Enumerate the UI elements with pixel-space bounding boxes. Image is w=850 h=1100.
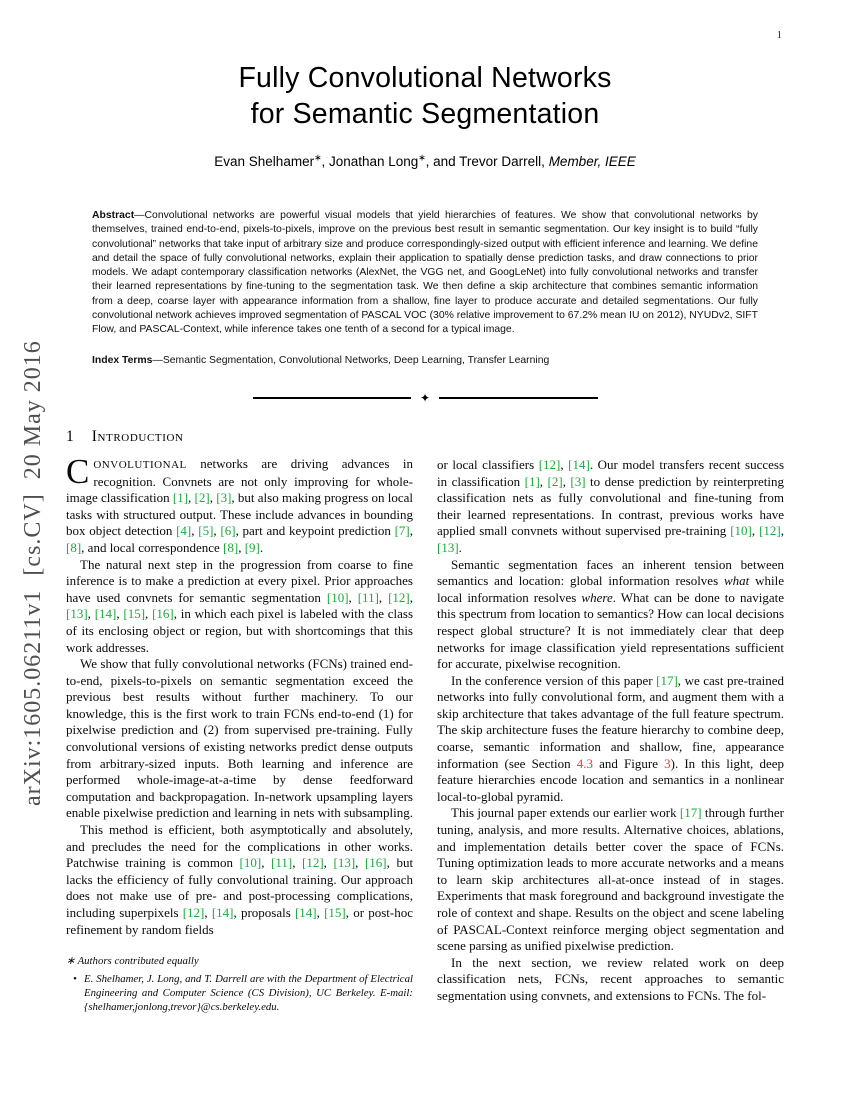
paper-title-line-2: for Semantic Segmentation bbox=[250, 98, 600, 130]
citation-link[interactable]: [1] bbox=[172, 490, 189, 506]
footnote-affiliation-text bbox=[84, 972, 413, 1014]
text-segment: , and local correspondence bbox=[81, 539, 224, 555]
text-segment: , we cast pre-trained networks into fully convolutional form, and augment them with a skip architecture that takes advantage of the full feature spectrum. The skip architecture fuses the feature hierarchy to combine deep, coarse, semantic information and shallow, fine, appearance information (see Section bbox=[437, 672, 784, 771]
citation-link[interactable]: [10] bbox=[730, 523, 752, 539]
text-segment: , bbox=[539, 473, 548, 489]
citation-link[interactable]: [17] bbox=[679, 805, 702, 821]
text-segment: . bbox=[259, 539, 264, 555]
paragraph bbox=[66, 822, 413, 938]
paragraph bbox=[437, 805, 784, 954]
citation-link[interactable]: [15] bbox=[123, 606, 146, 622]
paragraph bbox=[66, 557, 413, 657]
text-segment: , and Trevor Darrell, bbox=[425, 154, 549, 169]
text-segment: , or post-hoc refinement by random fields bbox=[66, 905, 413, 937]
text-segment: , bbox=[378, 589, 389, 605]
paragraph bbox=[66, 451, 414, 557]
section-title: Introduction bbox=[91, 427, 184, 445]
citation-link[interactable]: [10] bbox=[239, 855, 262, 871]
citation-link[interactable]: [9] bbox=[244, 539, 260, 555]
citation-link[interactable]: [11] bbox=[271, 855, 293, 871]
cross-ref-link[interactable]: 3 bbox=[664, 755, 671, 771]
text-segment: , bbox=[316, 905, 325, 920]
index-terms bbox=[92, 354, 758, 368]
text-segment: —Convolutional networks are powerful visual models that yield hierarchies of features. We show that convolutional networks by themselves, trained end-to-end, pixels-to-pixels, improve on the previous best result in semantic segmentation. Our key insight is to build “fully convolutional” networks that take input of arbitrary size and produce correspondingly-sized output with efficient inference and learning. We define and detail the space of fully convolutional networks, explain their application to spatially dense prediction tasks, and draw connections to prior models. We adapt contemporary classification networks (AlexNet, the VGG net, and GoogLeNet) into fully convolutional networks and transfer their learned representations by fine-tuning to the segmentation task. We then define a skip architecture that combines semantic information from a deep, coarse layer with appearance information from a shallow, fine layer to produce accurate and detailed segmentations. Our fully convolutional network achieves improved segmentation of PASCAL VOC (30% relative improvement to 67.2% mean IU on 2012), NYUDv2, SIFT Flow, and PASCAL-Context, while inference takes one tenth of a second for a typical image. bbox=[92, 210, 758, 336]
citation-link[interactable]: [3] bbox=[570, 473, 586, 489]
text-segment: , part and keypoint prediction bbox=[235, 523, 395, 539]
footnote-affiliation bbox=[66, 972, 413, 1014]
text-segment: , in which each pixel is labeled with the class of its enclosing object or region, but with shortcomings that this work addresses. bbox=[66, 606, 414, 655]
citation-link[interactable]: [6] bbox=[220, 523, 236, 539]
divider-line-left bbox=[253, 397, 411, 399]
citation-link[interactable]: [17] bbox=[656, 672, 678, 688]
text-segment: We show that fully convolutional networks (FCNs) trained end-to-end, pixels-to-pixels on semantic segmentation exceed the previous best results without further machinery. To our knowledge, this is the first work to train FCNs end-to-end (1) for pixelwise prediction and (2) from supervised pre-training. Fully convolutional versions of existing networks predict dense outputs from arbitrary-sized inputs. Both learning and inference are performed whole-image-at-a-time by dense feedforward computation and backpropagation. In-network upsampling layers enable pixelwise prediction and learning in nets with subsampling. bbox=[66, 656, 413, 821]
paper-title-line-1: Fully Convolutional Networks bbox=[238, 62, 612, 94]
footnote-bullet-icon: • bbox=[73, 973, 77, 986]
text-segment: —Semantic Segmentation, Convolutional Networks, Deep Learning, Transfer Learning bbox=[152, 354, 550, 366]
paragraph bbox=[437, 557, 784, 673]
text-segment: , bbox=[116, 606, 124, 622]
text-segment: This method is efficient, both asymptotically and absolutely, and precludes the need for the complications in other works. Patchwise training is common bbox=[66, 822, 413, 871]
text-segment: ONVOLUTIONAL bbox=[93, 458, 187, 471]
text-segment: , bbox=[238, 539, 245, 555]
right-column bbox=[437, 426, 784, 1014]
citation-link[interactable]: [5] bbox=[198, 523, 214, 539]
footnote-equal-contribution bbox=[66, 954, 413, 968]
citation-link[interactable]: [8] bbox=[66, 539, 82, 555]
abstract bbox=[92, 209, 758, 338]
text-segment: ∗ bbox=[314, 152, 322, 163]
text-segment: Evan Shelhamer bbox=[214, 154, 315, 169]
text-segment: , bbox=[780, 523, 785, 539]
paper-title bbox=[0, 60, 850, 132]
text-segment: , bbox=[409, 523, 414, 539]
citation-link[interactable]: [14] bbox=[94, 606, 117, 622]
citation-link[interactable]: [2] bbox=[194, 490, 210, 506]
text-segment: , proposals bbox=[233, 905, 295, 920]
text-segment: This journal paper extends our earlier work bbox=[451, 805, 680, 821]
text-segment: , bbox=[562, 473, 571, 489]
text-segment: , bbox=[560, 456, 569, 472]
paragraph-text bbox=[66, 451, 414, 555]
text-segment: Abstract bbox=[92, 210, 135, 221]
citation-link[interactable]: [12] bbox=[302, 855, 324, 871]
section-divider bbox=[253, 392, 598, 404]
citation-link[interactable]: [4] bbox=[176, 523, 192, 539]
citation-link[interactable]: [13] bbox=[333, 855, 356, 871]
section-number: 1 bbox=[66, 427, 74, 445]
text-segment: , Jonathan Long bbox=[321, 154, 419, 169]
text-segment: , bbox=[191, 523, 199, 539]
drop-cap: C bbox=[66, 451, 90, 491]
text-segment: , but also making progress on local tasks with structured output. These include advances in bounding box object detection bbox=[66, 490, 414, 539]
text-segment: to dense prediction by reinterpreting classification nets as fully convolutional and fine-tuning from their learned representations. In contrast, previous works have applied small convnets without supervised pre-training bbox=[437, 473, 785, 539]
text-segment: Semantic segmentation faces an inherent tension between semantics and location: global information resolves bbox=[437, 556, 784, 589]
text-segment: what bbox=[723, 573, 750, 589]
citation-link[interactable]: [7] bbox=[394, 523, 410, 539]
text-segment: Member, IEEE bbox=[548, 154, 636, 169]
text-segment: . Our model transfers recent success in classification bbox=[437, 456, 784, 489]
paragraph bbox=[437, 955, 784, 1005]
text-segment: , bbox=[87, 606, 95, 622]
text-segment: , bbox=[409, 589, 414, 605]
text-segment: while local information resolves bbox=[437, 573, 784, 605]
text-segment: ). In this light, deep feature hierarchies encode location and semantics in a nonlinear local-to-global pyramid. bbox=[437, 755, 784, 804]
text-segment: Index Terms bbox=[92, 354, 153, 366]
text-segment: , bbox=[355, 855, 365, 871]
text-segment: and Figure bbox=[592, 755, 665, 771]
text-segment: where bbox=[581, 589, 613, 605]
text-segment: , bbox=[204, 905, 212, 920]
citation-link[interactable]: [16] bbox=[152, 606, 174, 622]
divider-line-right bbox=[439, 397, 597, 399]
citation-link[interactable]: [12] bbox=[388, 589, 410, 605]
citation-link[interactable]: [12] bbox=[538, 456, 561, 472]
text-segment: ∗ bbox=[418, 152, 426, 163]
author-line bbox=[0, 154, 850, 169]
page-number: 1 bbox=[776, 30, 782, 41]
text-segment: . What can be done to navigate this spectrum from location to semantics? How can local decisions respect global structure? It is not immediately clear that deep networks for image classification yield representations sufficient for accurate, pixelwise recognition. bbox=[437, 589, 784, 672]
text-segment: . bbox=[458, 539, 462, 555]
text-segment: , bbox=[209, 490, 217, 506]
divider-diamond-icon: ✦ bbox=[419, 390, 431, 405]
text-segment: The natural next step in the progression from coarse to fine inference is to make a prediction at every pixel. Prior approaches have used convnets for semantic segmentation bbox=[66, 556, 413, 605]
citation-link[interactable]: [15] bbox=[324, 905, 346, 920]
text-segment: ∗ bbox=[66, 955, 78, 968]
citation-link[interactable]: [13] bbox=[437, 539, 459, 555]
citation-link[interactable]: [3] bbox=[216, 490, 232, 506]
text-segment: , bbox=[213, 523, 221, 539]
citation-link[interactable]: [14] bbox=[211, 905, 234, 920]
citation-link[interactable]: [11] bbox=[357, 589, 379, 605]
text-segment: In the conference version of this paper bbox=[451, 672, 657, 688]
text-segment: , bbox=[145, 606, 153, 622]
text-segment: , bbox=[323, 855, 334, 871]
text-segment: , bbox=[751, 523, 760, 539]
footnotes bbox=[66, 954, 413, 1014]
citation-link[interactable]: [8] bbox=[223, 539, 239, 555]
cross-ref-link[interactable]: 4.3 bbox=[576, 755, 593, 771]
citation-link[interactable]: [13] bbox=[66, 606, 88, 622]
text-segment: networks are driving advances in recognition. Convnets are not only improving for whole-image classification bbox=[66, 455, 413, 506]
text-segment: , bbox=[188, 490, 195, 506]
citation-link[interactable]: [16] bbox=[364, 855, 387, 871]
text-segment: , bbox=[348, 589, 358, 605]
text-segment: , bbox=[292, 855, 302, 871]
text-segment: , but lacks the efficiency of fully convolutional training. Our approach does not make use of pre- and post-processing complications, including superpixels bbox=[66, 855, 414, 920]
citation-link[interactable]: [12] bbox=[759, 523, 781, 539]
text-segment: In the next section, we review related work on deep classification nets, FCNs, recent approaches to semantic segmentation using convnets, and extensions to FCNs. The fol- bbox=[437, 954, 784, 1003]
citation-link[interactable]: [2] bbox=[547, 473, 563, 489]
section-heading-introduction bbox=[66, 428, 413, 446]
citation-link[interactable]: [10] bbox=[326, 589, 349, 605]
left-column bbox=[66, 426, 413, 1014]
text-segment: E. Shelhamer, J. Long, and T. Darrell are with the Department of Electrical Engineering and Computer Science (CS Division), UC Berkeley. E-mail: {shelhamer,jonlong,trevor}@cs.berkeley.edu. bbox=[84, 973, 413, 1014]
paragraph bbox=[66, 656, 413, 822]
text-segment: through further tuning, analysis, and more results. Alternative choices, ablations, and implementation details better cover the space of FCNs. Tuning optimization leads to more accurate networks and a means to learn skip architectures all-at-once instead of in stages. Experiments that mask foreground and background investigate the role of context and shape. Results on the object and scene labeling of PASCAL-Context reinforce merging object segmentation and scene parsing as unified pixelwise prediction. bbox=[437, 805, 784, 954]
paragraph bbox=[437, 673, 784, 806]
citation-link[interactable]: [14] bbox=[294, 905, 317, 920]
paragraph bbox=[437, 457, 784, 557]
text-segment: or local classifiers bbox=[437, 456, 539, 472]
text-segment: , bbox=[261, 855, 271, 871]
citation-link[interactable]: [1] bbox=[524, 473, 540, 489]
citation-link[interactable]: [12] bbox=[182, 905, 205, 920]
citation-link[interactable]: [14] bbox=[568, 456, 590, 472]
arxiv-watermark: arXiv:1605.06211v1 [cs.CV] 20 May 2016 bbox=[20, 340, 46, 806]
text-segment: Authors contributed equally bbox=[77, 955, 199, 968]
two-column-body bbox=[0, 426, 850, 1014]
